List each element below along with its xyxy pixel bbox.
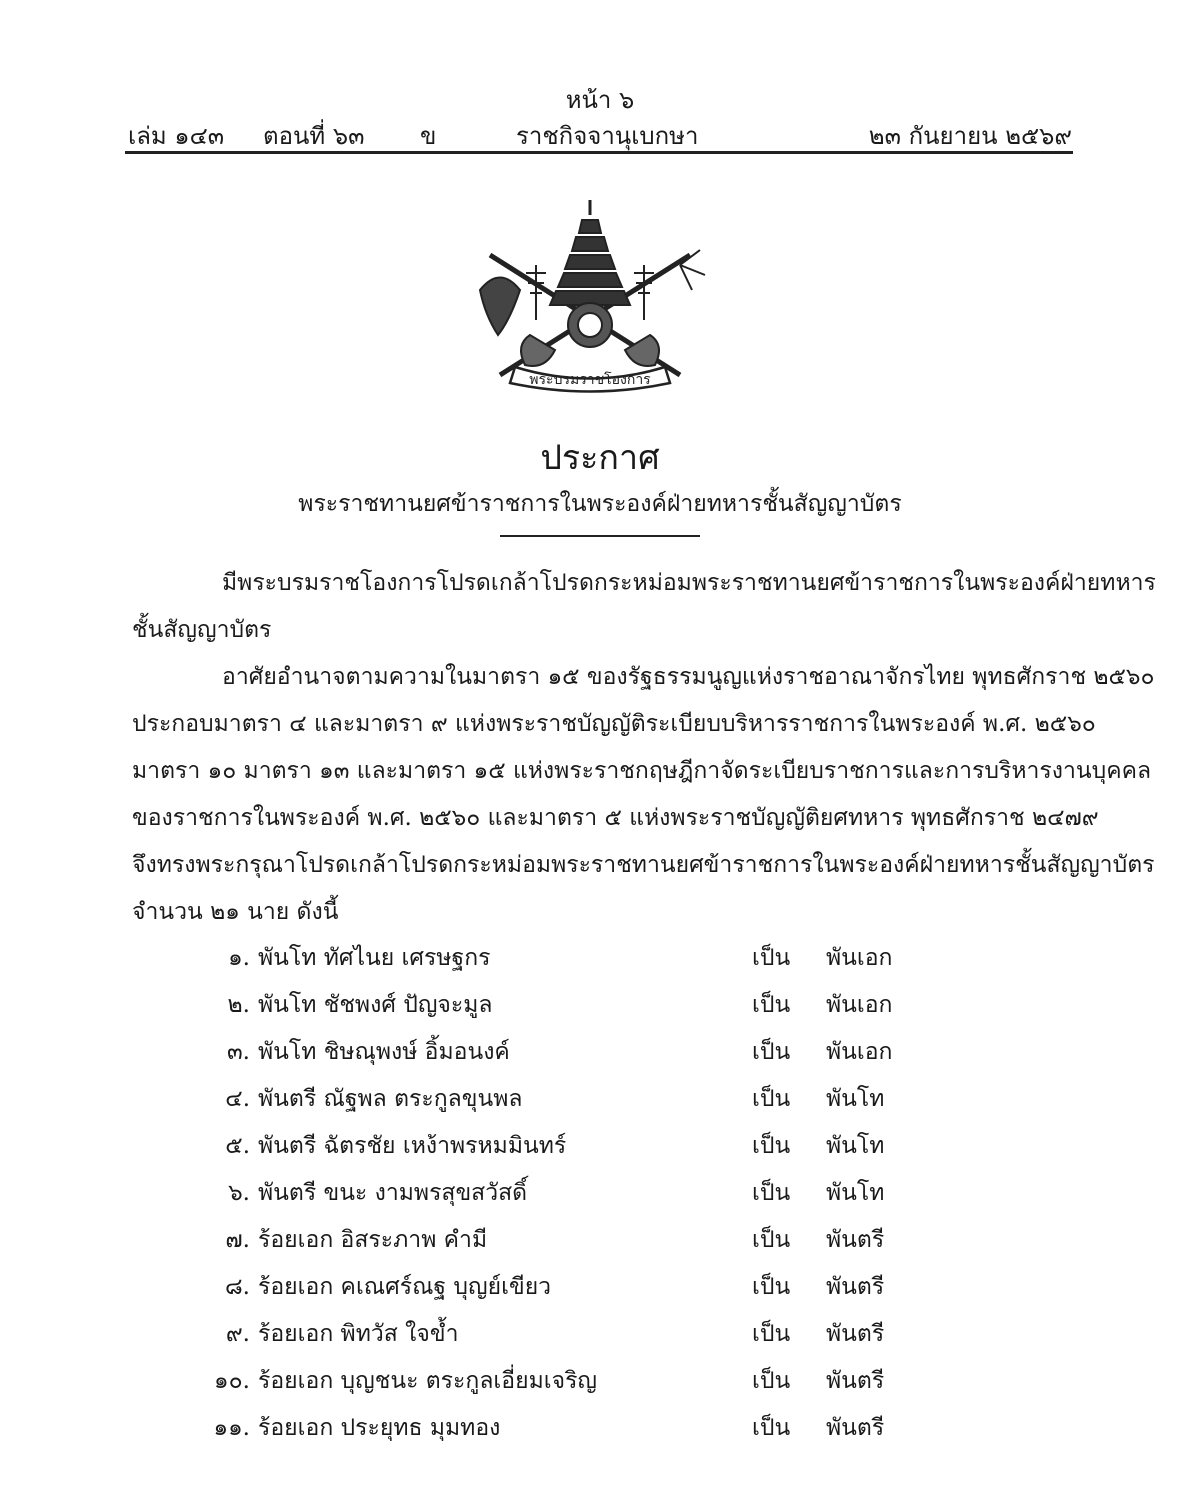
list-item xyxy=(0,1222,1200,1262)
intro-paragraph xyxy=(132,560,1156,654)
new-rank: พันโท xyxy=(826,1086,885,1112)
appointee-name: พันโท ทัศไนย เศรษฐกร xyxy=(258,945,491,971)
body-line: จึงทรงพระกรุณาโปรดเกล้าโปรดกระหม่อมพระราชทานยศข้าราชการในพระองค์ฝ่ายทหารชั้นสัญญาบัตร xyxy=(132,852,1155,878)
item-number: ๑๑. xyxy=(213,1415,250,1441)
appointee-name: พันตรี ขนะ งามพรสุขสวัสดิ์ xyxy=(258,1180,528,1206)
as-label: เป็น xyxy=(752,1133,791,1159)
royal-garuda-emblem-icon xyxy=(470,195,710,395)
new-rank: พันโท xyxy=(826,1133,885,1159)
list-item xyxy=(0,1175,1200,1215)
new-rank: พันเอก xyxy=(826,992,893,1018)
item-number: ๖. xyxy=(228,1180,250,1206)
header-divider xyxy=(125,151,1073,154)
new-rank: พันตรี xyxy=(826,1368,885,1394)
appointee-name: พันตรี ฉัตรชัย เหง้าพรหมมินทร์ xyxy=(258,1133,567,1159)
as-label: เป็น xyxy=(752,1274,791,1300)
item-number: ๙. xyxy=(225,1321,250,1347)
body-line: มาตรา ๑๐ มาตรา ๑๓ และมาตรา ๑๕ แห่งพระราชกฤษฎีกาจัดระเบียบราชการและการบริหารงานบุคคล xyxy=(132,758,1152,784)
as-label: เป็น xyxy=(752,1321,791,1347)
item-number: ๒. xyxy=(227,992,250,1018)
new-rank: พันตรี xyxy=(826,1274,885,1300)
as-label: เป็น xyxy=(752,992,791,1018)
item-number: ๑๐. xyxy=(214,1368,250,1394)
as-label: เป็น xyxy=(752,1180,791,1206)
appointee-name: ร้อยเอก คเณศร์ณฐ บุญย์เขียว xyxy=(258,1274,552,1300)
as-label: เป็น xyxy=(752,1368,791,1394)
new-rank: พันเอก xyxy=(826,945,893,971)
list-item xyxy=(0,1410,1200,1450)
item-number: ๑. xyxy=(228,945,250,971)
new-rank: พันโท xyxy=(826,1180,885,1206)
body-line: ประกอบมาตรา ๔ และมาตรา ๙ แห่งพระราชบัญญัติระเบียบบริหารราชการในพระองค์ พ.ศ. ๒๕๖๐ xyxy=(132,711,1096,737)
appointee-name: พันตรี ณัฐพล ตระกูลขุนพล xyxy=(258,1086,523,1112)
appointee-name: พันโท ชิษณุพงษ์ อิ้มอนงค์ xyxy=(258,1039,510,1065)
as-label: เป็น xyxy=(752,945,791,971)
list-item xyxy=(0,1034,1200,1074)
intro-line: มีพระบรมราชโองการโปรดเกล้าโปรดกระหม่อมพระราชทานยศข้าราชการในพระองค์ฝ่ายทหาร xyxy=(222,570,1156,596)
body-line: จำนวน ๒๑ นาย ดังนี้ xyxy=(132,899,339,925)
gazette-header xyxy=(128,116,1072,148)
new-rank: พันเอก xyxy=(826,1039,893,1065)
page-number: หน้า ๖ xyxy=(565,86,635,114)
item-number: ๔. xyxy=(225,1086,250,1112)
item-number: ๗. xyxy=(225,1227,250,1253)
list-item xyxy=(0,1316,1200,1356)
new-rank: พันตรี xyxy=(826,1227,885,1253)
appointee-name: ร้อยเอก พิทวัส ใจข้ำ xyxy=(258,1321,459,1347)
announcement-subtitle: พระราชทานยศข้าราชการในพระองค์ฝ่ายทหารชั้นสัญญาบัตร xyxy=(298,491,902,517)
list-item xyxy=(0,940,1200,980)
body-line: ของราชการในพระองค์ พ.ศ. ๒๕๖๐ และมาตรา ๕ แห่งพระราชบัญญัติยศทหาร พุทธศักราช ๒๔๗๙ xyxy=(132,805,1099,831)
issue-number: ตอนที่ ๖๓ xyxy=(263,122,365,150)
volume-number: เล่ม ๑๔๓ xyxy=(128,122,225,150)
list-item xyxy=(0,1269,1200,1309)
item-number: ๕. xyxy=(225,1133,250,1159)
new-rank: พันตรี xyxy=(826,1321,885,1347)
announcement-title: ประกาศ xyxy=(540,438,660,478)
appointee-name: ร้อยเอก ประยุทธ มุมทอง xyxy=(258,1415,501,1441)
list-item xyxy=(0,1128,1200,1168)
appointee-name: ร้อยเอก อิสระภาพ คำมี xyxy=(258,1227,488,1253)
list-item xyxy=(0,1081,1200,1121)
list-item xyxy=(0,987,1200,1027)
publication-name: ราชกิจจานุเบกษา xyxy=(516,122,699,150)
section-letter: ข xyxy=(420,122,437,150)
as-label: เป็น xyxy=(752,1086,791,1112)
list-item xyxy=(0,1363,1200,1403)
as-label: เป็น xyxy=(752,1039,791,1065)
title-divider xyxy=(500,535,700,537)
new-rank: พันตรี xyxy=(826,1415,885,1441)
publication-date: ๒๓ กันยายน ๒๕๖๙ xyxy=(868,122,1072,150)
as-label: เป็น xyxy=(752,1227,791,1253)
item-number: ๓. xyxy=(226,1039,250,1065)
as-label: เป็น xyxy=(752,1415,791,1441)
body-paragraph xyxy=(132,654,1155,936)
item-number: ๘. xyxy=(224,1274,250,1300)
body-line: อาศัยอำนาจตามความในมาตรา ๑๕ ของรัฐธรรมนูญแห่งราชอาณาจักรไทย พุทธศักราช ๒๕๖๐ xyxy=(222,664,1155,690)
emblem-inscription: พระบรมราชโองการ xyxy=(529,372,651,388)
appointee-name: พันโท ชัชพงศ์ ปัญจะมูล xyxy=(258,992,493,1018)
intro-line: ชั้นสัญญาบัตร xyxy=(132,617,272,643)
appointee-name: ร้อยเอก บุญชนะ ตระกูลเอี่ยมเจริญ xyxy=(258,1368,598,1394)
